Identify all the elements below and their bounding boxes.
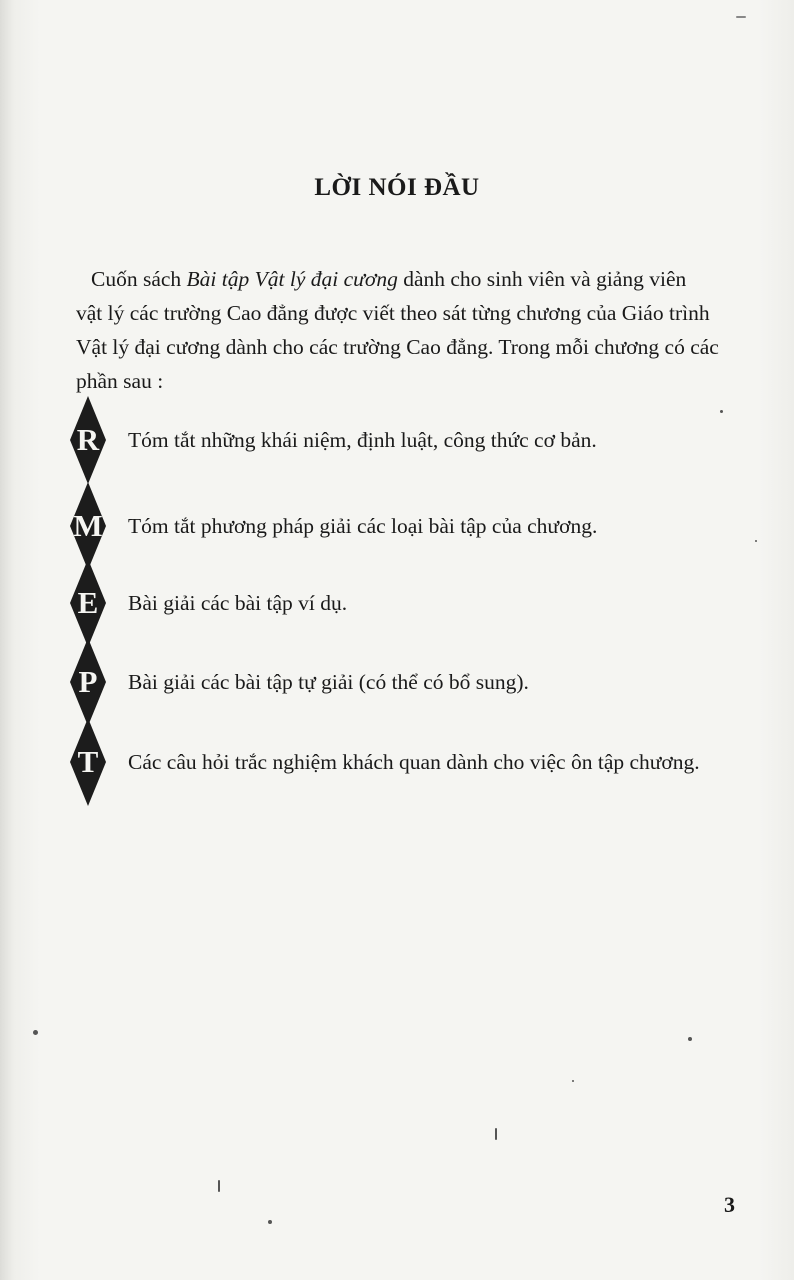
diamond-badge-icon	[70, 559, 106, 647]
intro-line-3: Vật lý đại cương dành cho các trường Cao đẳng. Trong mỗi chương có các	[76, 335, 719, 359]
intro-line-1	[76, 262, 740, 296]
section-item-text: Bài giải các bài tập tự giải (có thể có bổ sung).	[128, 670, 529, 694]
section-item-t	[70, 718, 770, 806]
section-item-text: Các câu hỏi trắc nghiệm khách quan dành cho việc ôn tập chương.	[128, 750, 700, 774]
intro-text: dành cho sinh viên và giảng viên	[397, 267, 687, 291]
badge-letter: M	[73, 508, 103, 543]
diamond-badge-icon	[70, 638, 106, 726]
print-speck	[495, 1128, 497, 1140]
badge-letter: P	[78, 664, 98, 699]
intro-line-2: vật lý các trường Cao đẳng được viết theo sát từng chương của Giáo trình	[76, 301, 710, 325]
print-speck	[268, 1220, 272, 1224]
print-speck	[736, 16, 746, 18]
badge-letter: T	[77, 744, 99, 779]
page-title: LỜI NÓI ĐẦU	[314, 174, 480, 201]
page-number: 3	[724, 1192, 735, 1217]
diamond-badge-icon	[70, 482, 106, 570]
intro-line-4: phần sau :	[76, 369, 164, 393]
diamond-badge-icon	[70, 718, 106, 806]
section-item-text: Tóm tắt phương pháp giải các loại bài tập của chương.	[128, 514, 598, 538]
book-title-italic: Bài tập Vật lý đại cương	[186, 267, 398, 291]
print-speck	[755, 540, 757, 542]
print-speck	[688, 1037, 692, 1041]
print-speck	[218, 1180, 220, 1192]
section-item-e	[70, 559, 770, 647]
intro-paragraph	[76, 262, 740, 398]
section-item-text: Bài giải các bài tập ví dụ.	[128, 591, 348, 615]
section-item-m	[70, 482, 770, 570]
badge-letter: E	[77, 585, 99, 620]
intro-text: Cuốn sách	[91, 267, 187, 291]
section-item-p	[70, 638, 770, 726]
section-item-text: Tóm tắt những khái niệm, định luật, công thức cơ bản.	[128, 428, 597, 452]
section-item-r	[70, 396, 770, 484]
print-speck	[572, 1080, 574, 1082]
diamond-badge-icon	[70, 396, 106, 484]
print-speck	[720, 410, 723, 413]
print-speck	[33, 1030, 38, 1035]
badge-letter: R	[76, 422, 100, 457]
